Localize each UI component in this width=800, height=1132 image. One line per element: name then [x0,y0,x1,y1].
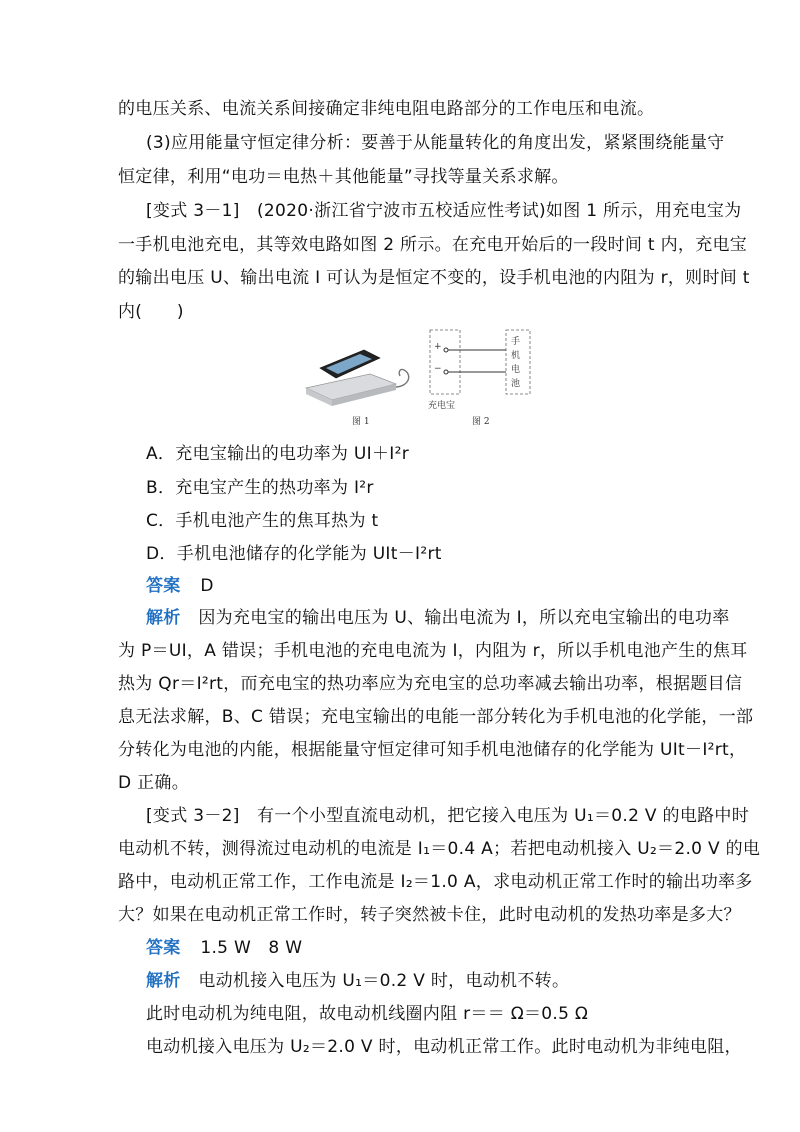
answer-line [146,936,746,960]
text-line: [变式 3－1] (2020·浙江省宁波市五校适应性考试)如图 1 所示，用充电宝为 [146,201,742,221]
analysis-label: 解析 [146,971,181,991]
analysis-line [146,606,746,630]
text-line: 的电压关系、电流关系间接确定非纯电阻电路部分的工作电压和电流。 [118,99,655,119]
text-line: 热为 Qr＝I²rt，而充电宝的热功率应为充电宝的总功率减去输出功率，根据题目信 [118,674,743,694]
text-line: 路中，电动机正常工作，工作电流是 I₂＝1.0 A，求电动机正常工作时的输出功率多 [118,872,753,892]
answer-value: D [200,576,214,596]
answer-line [146,574,746,598]
analysis-text: 电动机接入电压为 U₁＝0.2 V 时，电动机不转。 [198,971,570,991]
option-c: C．手机电池产生的焦耳热为 t [146,511,379,531]
analysis-text: 因为充电宝的输出电压为 U、输出电流为 I，所以充电宝输出的电功率 [198,608,730,628]
figure-1-caption: 图 1 [352,417,370,427]
text-line: 恒定律，利用“电功＝电热＋其他能量”寻找等量关系求解。 [118,167,569,187]
answer-value: 1.5 W 8 W [200,938,303,958]
text-line: 一手机电池充电，其等效电路如图 2 所示。在充电开始后的一段时间 t 内，充电宝 [118,235,748,255]
analysis-line [146,969,746,993]
text-line: 为 P＝UI，A 错误；手机电池的充电电流为 I，内阻为 r，所以手机电池产生的焦耳 [118,641,748,661]
phone-battery-label: 池 [511,379,521,389]
text-line: 电动机接入电压为 U₂＝2.0 V 时，电动机正常工作。此时电动机为非纯电阻， [146,1037,742,1057]
option-a: A．充电宝输出的电功率为 UI＋I²r [146,444,410,464]
text-line: 电动机不转，测得流过电动机的电流是 I₁＝0.4 A；若把电动机接入 U₂＝2.0 V 的电 [118,839,761,859]
option-d: D．手机电池储存的化学能为 UIt－I²rt [146,544,442,564]
phone-battery-label: 电 [511,365,521,375]
power-bank-label: 充电宝 [428,401,456,411]
text-line: [变式 3－2] 有一个小型直流电动机，把它接入电压为 U₁＝0.2 V 的电路中时 [146,806,750,826]
power-bank-photo [306,350,409,406]
text-line: 此时电动机为纯电阻，故电动机线圈内阻 r＝＝ Ω＝0.5 Ω [146,1004,589,1024]
text-line: 息无法求解，B、C 错误；充电宝输出的电能一部分转化为手机电池的化学能，一部 [118,707,754,727]
text-line: (3)应用能量守恒定律分析：要善于从能量转化的角度出发，紧紧围绕能量守 [146,133,725,153]
text-line: 大？如果在电动机正常工作时，转子突然被卡住，此时电动机的发热功率是多大？ [118,905,741,925]
minus-terminal-label: − [434,364,442,374]
answer-label: 答案 [146,938,181,958]
text-line: 的输出电压 U、输出电流 I 可认为是恒定不变的，设手机电池的内阻为 r，则时间 t [118,268,750,288]
figure-drawing [300,322,540,432]
option-b: B．充电宝产生的热功率为 I²r [146,478,374,498]
figure-2-caption: 图 2 [472,417,490,427]
answer-label: 答案 [146,576,181,596]
text-line: 内( ) [118,302,184,322]
text-line: D 正确。 [118,773,189,793]
text-line: 分转化为电池的内能，根据能量守恒定律可知手机电池储存的化学能为 UIt－I²rt， [118,740,747,760]
phone-battery-label: 手 [511,337,521,347]
plus-terminal-label: + [434,342,442,352]
analysis-label: 解析 [146,608,181,628]
phone-battery-label: 机 [511,351,521,361]
figure [300,322,540,432]
